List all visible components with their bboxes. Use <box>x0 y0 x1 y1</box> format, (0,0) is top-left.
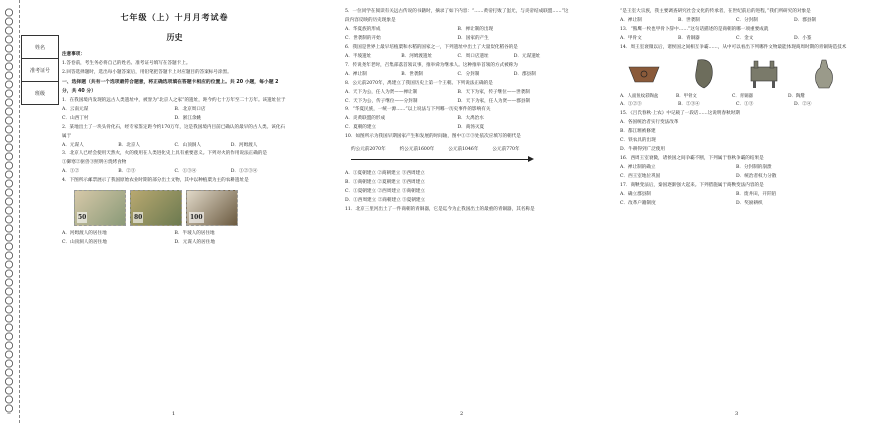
option[interactable]: B．河姆渡遗址 <box>401 53 433 59</box>
page-number: 1 <box>172 411 176 417</box>
option[interactable]: B．世袭制 <box>678 17 700 23</box>
option[interactable]: C．天下为公，传子继位——分封制 <box>345 98 418 104</box>
option[interactable]: D．小篆 <box>794 35 812 41</box>
option[interactable]: D．牛耕得到广泛使用 <box>620 147 666 153</box>
option[interactable]: A．炎黄联盟的形成 <box>345 116 386 122</box>
notice-line: 2.回答选择题时，选出每小题答案后，用铅笔把答题卡上对应题目的答案标号涂黑。 <box>62 70 232 76</box>
option[interactable]: D．奖励耕织 <box>736 200 763 206</box>
option[interactable]: B．半坡人的居住地 <box>174 231 215 237</box>
class-field-label: 班级 <box>34 90 45 97</box>
oracle-bone-icon <box>684 57 724 91</box>
question-9: 9．“华夏民族，一统一源……”以上说法与下列哪一历史事件的影响有关 <box>345 107 491 113</box>
option[interactable]: B．①商朝建立 ②夏朝建立 ③西周建立 <box>345 180 425 186</box>
question-11: 11．北京三里河出土了一件商朝的青铜器，它是迄今为止我国出土的最重的青铜器，其名称是 <box>345 207 535 213</box>
name-field[interactable] <box>22 36 58 59</box>
option[interactable]: D．统治者权力分散 <box>736 173 777 179</box>
option[interactable]: D．浙江余姚 <box>174 115 202 121</box>
option[interactable]: D．元谋人的居住地 <box>174 240 215 246</box>
decorative-border-pattern <box>2 8 16 414</box>
option[interactable]: C．改革户籍制度 <box>620 200 656 206</box>
question-12-options <box>620 17 852 26</box>
option[interactable]: C．山顶洞人 <box>174 142 201 148</box>
option[interactable]: D．①②③④ <box>230 169 258 175</box>
question-8: 8．公元前2070年，禹建立了我国历史上第一个王朝。下列说法正确的是 <box>345 80 493 86</box>
option[interactable]: D．商汤灭夏 <box>457 125 485 131</box>
option[interactable]: C．山顶洞人的居住地 <box>62 240 107 246</box>
option[interactable]: A．确立郡县制 <box>620 191 651 197</box>
option[interactable]: A．各国统治者实行变法改革 <box>620 120 679 126</box>
option[interactable]: B．大禹治水 <box>457 116 484 122</box>
option[interactable]: A．云南元谋 <box>62 106 89 112</box>
question-3: 3．北京人已经会使用天然火，火的使用在人类进化史上具有重要意义。下列对火的作用说法正确的是 <box>62 151 268 157</box>
option[interactable]: C．夏朝的建立 <box>345 125 377 131</box>
question-13: 13．“熊鹰一枚也甲骨卜辞中……”这句话描述的是商朝的哪一项重要成就 <box>620 26 769 32</box>
exam-subject: 历史 <box>166 31 183 42</box>
option[interactable]: A．元谋人 <box>62 142 84 148</box>
option[interactable]: B．都江堰被修建 <box>620 129 656 135</box>
option[interactable]: C．铁农具的出现 <box>620 138 656 144</box>
question-2: 2．某地出土了一块头骨化石，经专家鉴定距今约170万年，这是我国境内目前已确认的最早的古人类。该化石属于 <box>62 124 286 139</box>
artifact-label: C．青铜器 <box>732 93 753 99</box>
exam-title: 七年级（上）十月月考试卷 <box>120 12 229 22</box>
stamp-image <box>130 190 182 226</box>
class-field[interactable] <box>22 82 58 104</box>
question-16: 16．西周王室衰微，诸侯国之间争霸不断，下列属于春秋争霸的结果是 <box>620 156 764 162</box>
option[interactable]: B．②③④ <box>678 102 700 108</box>
question-6-options <box>345 53 570 62</box>
option[interactable]: C．①夏朝建立 ②西周建立 ③商朝建立 <box>345 189 425 195</box>
question-7: 7．传说尧年老时，召集部落首领议事，推举舜为继承人。这种推举首领的方式被称为 <box>345 62 518 68</box>
question-1-options <box>62 106 287 124</box>
option[interactable]: B．北京人 <box>118 142 141 148</box>
exam-id-field-label: 准考证号 <box>29 67 50 74</box>
option[interactable]: D．①西周建立 ②商朝建立 ③夏朝建立 <box>345 198 426 204</box>
stamp-value: 100 <box>189 212 204 224</box>
artifact-label: A．人面鱼纹彩陶盆 <box>620 93 659 99</box>
option[interactable]: B．分封制的崩溃 <box>736 165 772 171</box>
option[interactable]: B．天下为家，传子继位——世袭制 <box>457 89 530 95</box>
timeline-label: 公元前770年 <box>492 147 520 153</box>
option[interactable]: C．①③④ <box>174 169 197 175</box>
pottery-basin-icon <box>624 57 664 91</box>
option[interactable]: D．郡县制 <box>794 17 817 23</box>
bronze-ding-icon <box>744 57 784 91</box>
option[interactable]: C．山西丁村 <box>62 115 89 121</box>
option[interactable]: C．金文 <box>736 35 754 41</box>
question-3-items: ①御寒②驱兽③照明④烧烤食物 <box>62 160 127 166</box>
stamp-images <box>74 190 287 226</box>
question-13-options <box>620 35 852 44</box>
option[interactable]: A．甲骨文 <box>620 35 642 41</box>
artifact-label: B．甲骨文 <box>676 93 697 99</box>
question-14-options <box>620 101 852 110</box>
option[interactable]: A．禅让制 <box>345 71 367 77</box>
question-10-options <box>345 170 570 206</box>
page-number: 2 <box>460 411 464 417</box>
question-15-options <box>620 119 852 155</box>
artifact-labels <box>620 93 852 102</box>
student-info-box <box>21 35 59 105</box>
question-12-tail: “是王室大宗族，我主要调查研究社会文化的传承者，在世纪前后的进程，”我们所研究的对象是 <box>620 9 811 14</box>
option[interactable]: A．河姆渡人的居住地 <box>62 231 107 237</box>
option[interactable]: A．天下为公，任人为贤——禅让制 <box>345 89 418 95</box>
stamp-image <box>186 190 238 226</box>
question-5: 5．一位同学在阅读有关远古传说的书籍时，摘录了如下内容：“……黄帝打败了蚩尤，与炎帝结成联盟……”这段内容反映的历史现象是 <box>345 9 569 23</box>
question-3-options <box>62 168 287 177</box>
question-14: 14．周王室衰微以后，诸侯国之间相互争霸……，从中可以看出下列哪件文物最能体现商周时期的青铜铸造技术 <box>620 44 847 50</box>
question-8-options <box>345 89 570 107</box>
option[interactable]: C．周口店遗址 <box>457 53 489 59</box>
question-5-options <box>345 26 570 44</box>
option[interactable]: D．②④ <box>794 102 812 108</box>
name-field-label: 姓名 <box>34 44 45 51</box>
timeline-label: 约公元前1600年 <box>399 147 435 153</box>
option[interactable]: C．分封制 <box>736 17 758 23</box>
timeline-labels <box>351 146 520 155</box>
timeline-label: 公元前1046年 <box>448 147 479 153</box>
question-17-options <box>620 191 852 209</box>
option[interactable]: A．禅让制 <box>620 17 642 23</box>
option[interactable]: B．青铜器 <box>678 35 700 41</box>
option[interactable]: C．世袭制的开始 <box>345 35 381 41</box>
option[interactable]: A．①② <box>62 169 80 175</box>
option[interactable]: D．元谋遗址 <box>513 53 541 59</box>
option[interactable]: B．北京周口店 <box>174 106 206 112</box>
timeline-axis <box>351 159 530 160</box>
timeline-label: 约公元前2070年 <box>351 147 386 153</box>
notice-line: 1.答卷前，考生务必将自己的姓名、准考证号填写在答题卡上。 <box>62 61 191 67</box>
option[interactable]: A．①夏朝建立 ②商朝建立 ③西周建立 <box>345 171 425 177</box>
option[interactable]: B．禅让制的出现 <box>457 26 494 32</box>
option[interactable]: A．禅让制的确立 <box>620 165 656 171</box>
stamp-value: 50 <box>77 212 87 224</box>
option[interactable]: B．世袭制 <box>401 71 424 77</box>
option[interactable]: B．废井田，开阡陌 <box>736 191 777 197</box>
section-heading: 一、选择题（共有一个选项最符合题意，将正确选项填在答题卡相应的位置上。共 20 小题，每小题 2 分，共 40 分） <box>62 80 279 95</box>
option[interactable]: D．天下为家，任人为贤——郡县制 <box>457 98 531 104</box>
question-10: 10．如图所示为我国早期国家产生和发展的时间轴，图中①②③处依次应填写的朝代是 <box>345 134 521 140</box>
pottery-gui-icon <box>804 57 844 91</box>
option[interactable]: A．①②③ <box>620 102 642 108</box>
question-15: 15．《吕氏春秋·上农》中记载了一段话……这说明春秋时期 <box>620 111 740 117</box>
page-1 <box>62 8 287 248</box>
artifact-images <box>624 57 852 91</box>
question-4: 4．下图所示邮票展示了我国原始农业时期的部分出土文物，其中以种植粟为主的农耕遗址是 <box>62 178 249 184</box>
timeline-diagram <box>351 146 570 168</box>
stamp-value: 80 <box>133 212 143 224</box>
artifact-label: D．陶鬶 <box>788 93 805 99</box>
stamp-image <box>74 190 126 226</box>
option[interactable]: D．国家的产生 <box>457 35 489 41</box>
question-2-options <box>62 142 287 151</box>
question-7-options <box>345 71 570 80</box>
page-3 <box>620 8 852 209</box>
question-9-options <box>345 115 570 133</box>
option[interactable]: C．①③ <box>736 102 754 108</box>
option[interactable]: A．华夏族的形成 <box>345 26 381 32</box>
binding-strip <box>0 0 60 423</box>
page-2 <box>345 8 570 215</box>
arrow-right-icon <box>528 156 534 162</box>
option[interactable]: D．郡县制 <box>513 71 536 77</box>
page-number: 3 <box>735 411 739 417</box>
option[interactable]: D．河姆渡人 <box>230 142 258 148</box>
seal-line <box>19 0 20 423</box>
question-16-options <box>620 164 852 182</box>
question-1: 1．在我国境内发现的远古人类遗址中，被誉为“北京人之家”的遗址，距今约七十万年至二十万年。该遗址位于 <box>62 97 286 103</box>
option[interactable]: A．半坡遗址 <box>345 53 372 59</box>
option[interactable]: C．西王室地位巩固 <box>620 173 661 179</box>
option[interactable]: C．分封制 <box>457 71 480 77</box>
notice-heading: 注意事项： <box>62 52 85 58</box>
option[interactable]: B．②③ <box>118 169 136 175</box>
question-17: 17．商鞅变法后，秦国逐渐强大起来。下列措施属于商鞅变法内容的是 <box>620 182 764 188</box>
exam-id-field[interactable] <box>22 59 58 82</box>
question-6: 6．我国是世界上最早培植粟和水稻的国家之一，下列遗址中出土了大量炭化稻谷的是 <box>345 44 518 50</box>
question-4-options <box>62 230 287 248</box>
